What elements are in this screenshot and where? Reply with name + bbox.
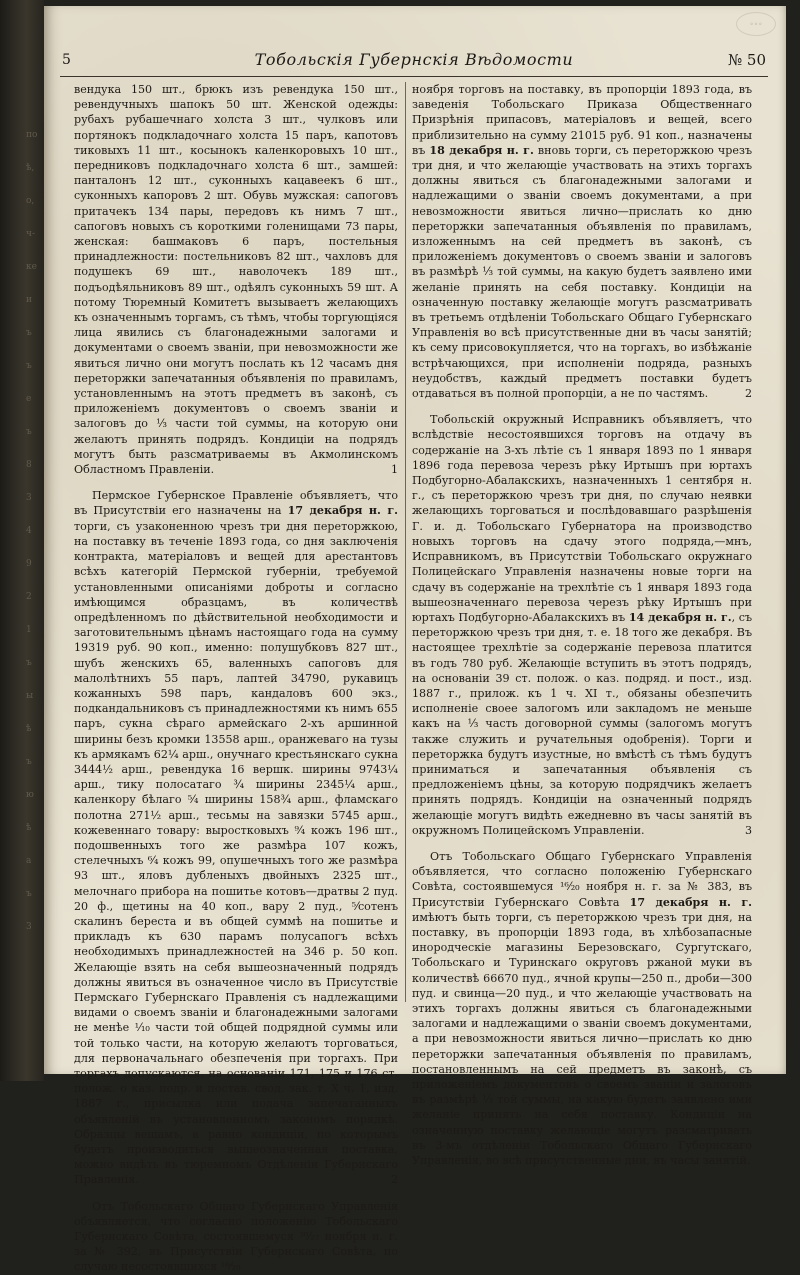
auction-date: 18 декабря н. г. — [429, 143, 534, 157]
announcement-charity-supplies — [412, 82, 752, 401]
announcement-text: ноября торговъ на поставку, въ пропорціи 1893 года, въ заведенія Тобольскаго Приказа Общественнаго Призрѣнія припасовъ, матеріаловъ и вещей, всего приблизительно на сумму 21015 руб. 91 коп., назначены въ — [412, 83, 752, 157]
newspaper-title: Тобольскія Губернскія Вѣдомости — [254, 50, 574, 69]
right-column — [412, 82, 752, 1168]
binding-margin — [0, 0, 44, 1081]
announcement-text: Тобольскій окружный Исправникъ объявляетъ, что вслѣдствіе несостоявшихся торговъ на отдачу въ содержаніе на 3-хъ лѣтіе съ 1 января 1893 по 1 января 1896 года перевоза черезъ рѣку Иртышъ при юртахъ Подбугорно-Абалакскихъ, назначенныхъ 1 сентября н. г., съ переторжкою чрезъ три дня, по случаю неявки желающихъ торговаться и послѣдовавшаго разрѣшенія Г. и. д. Тобольскаго Губернатора на производство новыхъ торговъ на сдачу этого подряда,—мнъ, Исправникомъ, въ Присутствіи Тобольскаго окружнаго Полицейскаго Управленія назначены новые торги на сдачу въ содержаніе на трехлѣтіе съ 1 января 1893 года вышеозначеннаго перевоза черезъ рѣку Иртышъ при юртахъ Подбугорно-Абалакскихъ въ — [412, 413, 752, 624]
announcement-tobolsk-board — [74, 1199, 398, 1275]
page-header — [60, 46, 768, 77]
auction-date: 17 декабря н. г. — [287, 504, 399, 518]
newspaper-page — [44, 6, 786, 1274]
announcement-text: имѣютъ быть торги, съ переторжкою чрезъ три дня, на поставку, въ пропорціи 1893 года, въ хлѣбозапасные инородческіе магазины Березовскаго, Сургутскаго, Тобольскаго и Туринскаго округовъ ржаной муки въ количествѣ 66670 пуд., ячной крупы—250 п., дроби—300 пуд. и свинца—20 пуд., и что желающіе участвовать на этихъ торгахъ должны явиться съ благонадежными залогами и надлежащими о званіи своемъ документами, а при невозможности явиться лично—прислать ко дню переторжки запечатанныя объявленія по правиламъ, постановленнымъ на сей предметъ въ законѣ, съ приложеніемъ документовъ о своемъ званіи и залоговъ въ размѣрѣ ⅓ той суммы, на какую будетъ заявлено ими желаніе принять на себя поставку. Кондиціи на означенную поставку желающіе могутъ разсматривать въ 3-мъ отдѣленіи Тобольскаго Общаго Губернскаго Управленія, во всѣ присутственные дни, въ часы занятій. — [412, 910, 752, 1168]
page-number: 5 — [62, 52, 71, 68]
auction-date: 14 декабря н. г. — [628, 610, 732, 624]
announcement-text: Пермское Губернское Правленіе объявляетъ, что въ Присутствіи его назначены на — [74, 489, 398, 518]
auction-date: 17 декабря н. г. — [629, 895, 752, 909]
announcement-text: Отъ Тобольскаго Общаго Губернскаго Управленія объявляется, что согласно положенію Губернскаго Совѣта, состоявшемуся ¹⁶⁄₂₀ ноября н. г. за № 383, въ Присутствіи Губернскаго Совѣта — [412, 849, 752, 909]
issue-number: № 50 — [727, 51, 766, 69]
margin-fragments: по ѣ, о, ч- ке и ъ ъ е ъ 8 3 4 9 2 1 ъ ы ѣ ъ ю ѣ а ъ 3 — [26, 130, 38, 932]
left-column — [74, 82, 398, 1275]
announcement-ferry-contract — [412, 412, 752, 838]
announcement-tyumen-committee — [74, 82, 398, 477]
announcement-text: вновь торги, съ переторжкою чрезъ три дня, и что желающіе участвовать на этихъ торгахъ должны явиться съ благонадежными залогами и надлежащими о званіи своемъ документами, а при невозможности явиться лично—прислать ко дню переторжки запечатанныя объявленія по правиламъ, изложеннымъ на сей предметъ въ законѣ, съ приложеніемъ документовъ о своемъ званіи и залоговъ въ размѣрѣ ⅓ той суммы, на какую будетъ заявлено ими желаніе принять на себя поставку. Кондиціи на означенную поставку желающіе могутъ разсматривать въ третьемъ отдѣленіи Тобольскаго Общаго Губернскаго Управленія во всѣ присутственные дни въ часы занятій; къ сему присовокупляется, что на торгахъ, во избѣжаніе встрѣчающихся, при исполненіи подряда, разныхъ неудобствъ, каждый предметъ поставки будетъ отдаваться въ полной пропорціи, а не по частямъ. — [412, 143, 752, 401]
announcement-grain-supply — [412, 849, 752, 1168]
announcement-repeat-number: 2 — [390, 1173, 398, 1187]
announcement-text: , съ переторжкою чрезъ три дня, т. е. 18 того же декабря. Въ настоящее трехлѣтіе за содержаніе перевоза платится въ годъ 780 руб. Желающіе вступить въ этотъ подрядъ, на основаніи 39 ст. полож. о каз. подряд. и пост., изд. 1887 г., прилож. къ 1 ч. XI т., обязаны обезпечить исполненіе своее залогомъ или закладомъ не меньше какъ на ⅓ часть договорной суммы (залогомъ могутъ также служить и ручательныя одобренія). Торги и переторжка будутъ изустные, но вмѣстѣ съ тѣмъ будутъ приниматься и запечатанныя объявленія съ предложеніемъ цѣны, за которую подрядчикъ желаетъ принять подрядъ. Кондиціи на означенный подрядъ желающіе могутъ видѣть ежедневно въ часы занятій въ окружномъ Полицейскомъ Управленіи. — [412, 610, 752, 837]
announcement-perm-board — [74, 488, 398, 1187]
announcement-repeat-number: 2 — [744, 387, 752, 401]
announcement-repeat-number: 1 — [390, 463, 398, 477]
column-divider — [405, 82, 406, 1002]
announcement-repeat-number: 3 — [744, 823, 752, 837]
announcement-text: Отъ Тобольскаго Общаго Губернскаго Управленія объявляется, что согласно положенію Тобольскаго Губернскаго Совѣта, состоявшемуся ²⁰⁄₂₇ ноября н. г. за № 392, въ Присутствіи Губернскаго Совѣта, по случаю несостоявшихся ¹⁶⁄₂₀ — [74, 1199, 398, 1274]
announcement-text: вендука 150 шт., брюкъ изъ ревендука 150 шт., ревендучныхъ шапокъ 50 шт. Женской одежды: рубахъ рубашечнаго холста 3 шт., чулковъ или портянокъ подкладочнаго холста 15 паръ, капотовъ тиковыхъ 11 шт., косынокъ каленкоровыхъ 10 шт., передниковъ подкладочнаго холста 6 шт., замшей: панталонъ 12 шт., суконныхъ кацавеекъ 6 шт., суконныхъ капоровъ 2 шт. Обувь мужская: сапоговъ притачекъ 134 пары, передовъ къ нимъ 7 шт., сапоговъ новыхъ съ короткими голенищами 73 пары, женская: башмаковъ 6 паръ, постельныя принадлежности: постельниковъ 82 шт., чахловъ для подушекъ 69 шт., наволочекъ 189 шт., подъодѣяльниковъ 89 шт., одѣялъ суконныхъ 59 шт. А потому Тюремный Комитетъ вызываетъ желающихъ къ означеннымъ торгамъ, съ тѣмъ, чтобы торгующіяся лица явились съ благонадежными залогами и документами о своемъ званіи, при невозможности же явиться лично они могутъ послать къ 12 часамъ дня переторжки запечатанныя объявленія по правиламъ, установленнымъ на этотъ предметъ въ законѣ, съ приложеніемъ документовъ о своемъ званіи и залоговъ до ⅓ части той суммы, на которую они желаютъ принять подрядъ. Кондиціи на подрядъ могутъ быть разсматриваемы въ Акмолинскомъ Областномъ Правленіи. — [74, 83, 398, 477]
library-stamp: ∘∘∘ — [736, 12, 776, 36]
announcement-text: торги, съ узаконенною чрезъ три дня переторжкою, на поставку въ теченіе 1893 года, со дня заключенія контракта, матеріаловъ и вещей для арестантовъ всѣхъ категорій Пермской губерніи, требуемой установленными описаніями доброты и согласно имѣющимся образцамъ, въ количествѣ опредѣленномъ по дѣйствительной необходимости и заготовительнымъ цѣнамъ настоящаго года на сумму 19319 руб. 90 коп., именно: полушубковъ 827 шт., шубъ женскихъ 65, валенныхъ сапоговъ для малолѣтнихъ 55 паръ, лаптей 34790, рукавицъ кожанныхъ 598 паръ, кандаловъ 600 экз., подкандальниковъ съ принадлежностями къ нимъ 655 паръ, сукна сѣраго армейскаго 2-хъ аршинной ширины безъ кромки 13558 арш., оранжеваго на тузы къ армякамъ 62¼ арш., онучнаго крестьянскаго сукна 3444½ арш., ревендука 16 вершк. ширины 9743¼ арш., тику полосатаго ¾ ширины 2345¼ арш., каленкору бѣлаго ⁵⁄₄ ширины 158¾ арш., фламскаго полотна 271½ арш., тесьмы на завязки 5745 арш., кожевеннаго товару: выростковыхъ ⁹⁄₄ кожъ 196 шт., подошвенныхъ того же размѣра 107 кожъ, стелечныхъ ⁶⁄₄ кожъ 99, опушечныхъ того же размѣра 93 шт., яловъ дубленыхъ двойныхъ 2325 шт., мелочнаго прибора на пошитье котовъ—дратвы 2 пуд. 20 ф., щетины на 40 коп., вару 2 пуд., ⁵⁄сотенъ скалинъ береста и въ общей суммѣ на пошитье и прикладъ къ 630 парамъ полусапогъ всѣхъ необходимыхъ принадлежностей на 346 р. 50 коп. Желающіе взять на себя вышеозначенный подрядъ должны явиться въ означенное число въ Присутствіе Пермскаго Губернскаго Правленія съ надлежащими видами о своемъ званіи и благонадежными залогами не менѣе ¹⁄₁₀ части той общей подрядной суммы или той только части, на которую желаютъ торговаться, для первоначальнаго обезпеченія при торгахъ. При торгахъ допускаются, на основаніи 171, 175 и 176 ст. полож. о каз. подр. и постав. свод. зак. т. X ч. 1, изд. 1887 г., присылка или подача запечатанныхъ объявленій въ установленномъ закономъ порядкѣ. Образцы вещамъ, а равно кондиціи, по которымъ будетъ производиться вышеозначенная поставка, можно видѣть въ тюремномъ Отдѣленіи Губернскаго Правленія. — [74, 519, 398, 1187]
